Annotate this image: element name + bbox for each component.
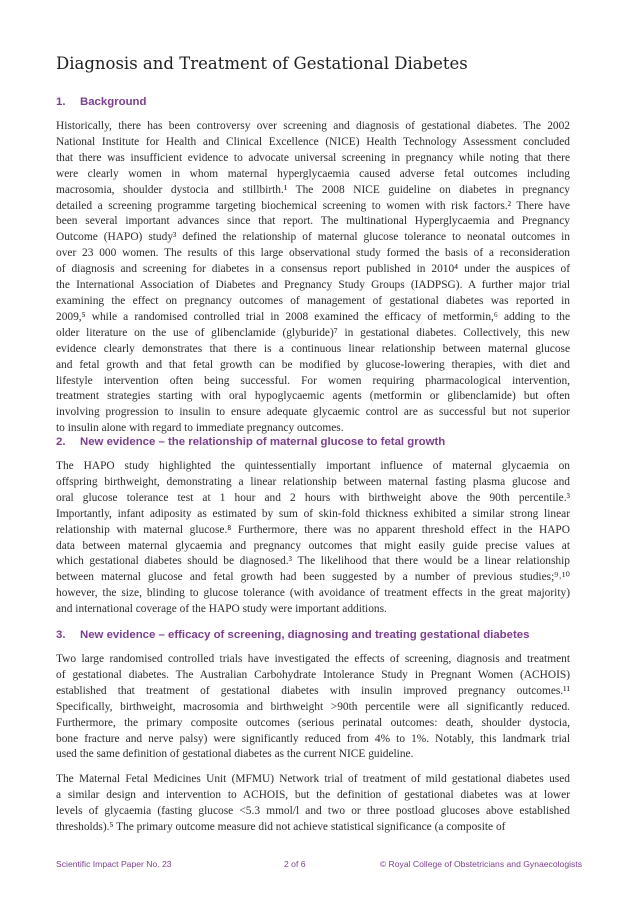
section-1-heading: [56, 96, 586, 108]
text-line: Furthermore, the primary composite outcomes (serious perinatal outcomes: death, shoulder dystocia,: [56, 716, 570, 729]
text-line: older literature on the use of glibenclamide (glyburide)⁷ in gestational diabetes. Collectively, this new: [56, 326, 570, 339]
text-line: used the same definition of gestational diabetes as the current NICE guideline.: [56, 748, 414, 761]
text-line: evidence clearly demonstrates that there is a continuous linear relationship between maternal glucose: [56, 342, 570, 355]
text-line: which gestational diabetes should be diagnosed.³ The likelihood that there would be a linear relationship: [56, 555, 570, 568]
text-line: Specifically, birthweight, macrosomia and birthweight >90th percentile were all significantly reduced.: [56, 700, 570, 713]
section-3-title: New evidence – efficacy of screening, diagnosing and treating gestational diabetes: [80, 629, 530, 641]
text-line: thresholds).⁵ The primary outcome measure did not achieve statistical significance (a composite of: [56, 820, 506, 833]
section-3-heading: [56, 629, 586, 641]
text-line: examining the effect on pregnancy outcomes of management of gestational diabetes was reported in: [56, 294, 570, 307]
text-line: that there was insufficient evidence to advocate universal screening in pregnancy while noting that there: [56, 151, 570, 164]
text-line: Two large randomised controlled trials have investigated the effects of screening, diagnosis and treatment: [56, 653, 570, 665]
text-line: and international coverage of the HAPO study were important additions.: [56, 603, 387, 616]
text-line: involving progression to insulin to ensure adequate glycaemic control are as successful but not superior: [56, 406, 570, 419]
text-line: oral glucose tolerance test at 1 hour and 2 hours with birthweight above the 90th percentile.³: [56, 491, 570, 504]
section-2-number: 2.: [56, 436, 66, 448]
text-line: were clearly women in whom maternal hyperglycaemia caused adverse fetal outcomes including: [56, 167, 570, 180]
text-line: however, the size, blinding to glucose tolerance (with avoidance of treatment effects in the great majority): [56, 587, 570, 600]
text-line: Importantly, infant adiposity as estimated by sum of skin-fold thickness exhibited a similar strong linear: [56, 507, 570, 520]
section-3-number: 3.: [56, 629, 66, 641]
text-line: Outcome (HAPO) study³ defined the relationship of maternal glucose tolerance to neonatal outcomes in: [56, 231, 570, 244]
text-line: been several important advances since that report. The multinational Hyperglycaemia and Pregnancy: [56, 215, 570, 228]
text-line: 2009,⁵ while a randomised controlled trial in 2008 examined the efficacy of metformin,⁶ adding to the: [56, 310, 570, 323]
text-line: and fetal growth and that fetal growth can be modified by glucose-lowering therapies, with diet and: [56, 358, 570, 371]
footer-copyright: © Royal College of Obstetricians and Gynaecologists: [379, 859, 582, 869]
section-2-body: [56, 459, 570, 618]
text-line: of gestational diabetes. The Australian Carbohydrate Intolerance Study in Pregnant Women (ACHOIS): [56, 668, 570, 681]
text-line: detailed a screening programme targeting biochemical screening to women with risk factors.² There have: [56, 199, 570, 212]
text-line: established that treatment of gestational diabetes with insulin improved pregnancy outcomes.¹¹: [56, 684, 570, 697]
section-3-body-2: [56, 772, 570, 836]
section-1-number: 1.: [56, 96, 66, 108]
text-line: macrosomia, shoulder dystocia and stillbirth.¹ The 2008 NICE guideline on diabetes in pregnancy: [56, 183, 570, 196]
text-line: bone fracture and nerve palsy) were significantly reduced from 4% to 1%. Notably, this landmark trial: [56, 732, 570, 745]
text-line: between maternal glucose and fetal growth had been suggested by a number of previous studies;⁹˒¹⁰: [56, 571, 570, 584]
document-title: Diagnosis and Treatment of Gestational Diabetes: [56, 54, 468, 73]
text-line: data between maternal glycaemia and pregnancy outcomes that might easily guide precise values at: [56, 539, 570, 552]
text-line: the International Association of Diabetes and Pregnancy Study Groups (IADPSG). A further major trial: [56, 279, 570, 292]
section-2-title: New evidence – the relationship of maternal glucose to fetal growth: [80, 436, 446, 448]
text-line: National Institute for Health and Clinical Excellence (NICE) Health Technology Assessment concluded: [56, 135, 570, 148]
text-line: The HAPO study highlighted the quintessentially important influence of maternal glycaemia on: [56, 460, 570, 472]
text-line: to insulin alone with regard to immediate pregnancy outcomes.: [56, 422, 344, 435]
section-1-body: [56, 119, 570, 437]
text-line: levels of glycaemia (fasting glucose <5.3 mmol/l and two or three postload glucoses above established: [56, 804, 570, 817]
section-1-title: Background: [80, 96, 147, 108]
section-2-heading: [56, 436, 586, 448]
text-line: a similar design and intervention to ACHOIS, but the definition of gestational diabetes was at lower: [56, 788, 570, 801]
text-line: treatment strategies starting with oral hypoglycaemic agents (metformin or glibenclamide) but often: [56, 390, 570, 403]
footer-page-number: 2 of 6: [284, 859, 306, 869]
text-line: of diagnosis and screening for diabetes in a consensus report published in 2010⁴ under the auspices of: [56, 263, 570, 276]
text-line: offspring birthweight, demonstrating a linear relationship between maternal fasting plasma glucose and: [56, 475, 570, 488]
text-line: The Maternal Fetal Medicines Unit (MFMU) Network trial of treatment of mild gestational diabetes used: [56, 773, 570, 785]
section-3-body: [56, 652, 570, 763]
footer-publication: Scientific Impact Paper No. 23: [56, 859, 172, 869]
text-line: relationship with maternal glucose.⁸ Furthermore, there was no apparent threshold effect in the HAPO: [56, 523, 570, 536]
text-line: Historically, there has been controversy over screening and diagnosis of gestational diabetes. The 2002: [56, 120, 570, 132]
text-line: over 23 000 women. The results of this large observational study formed the basis of a reconsideration: [56, 247, 570, 260]
text-line: lifestyle intervention often being successful. For women requiring pharmacological intervention,: [56, 374, 570, 387]
